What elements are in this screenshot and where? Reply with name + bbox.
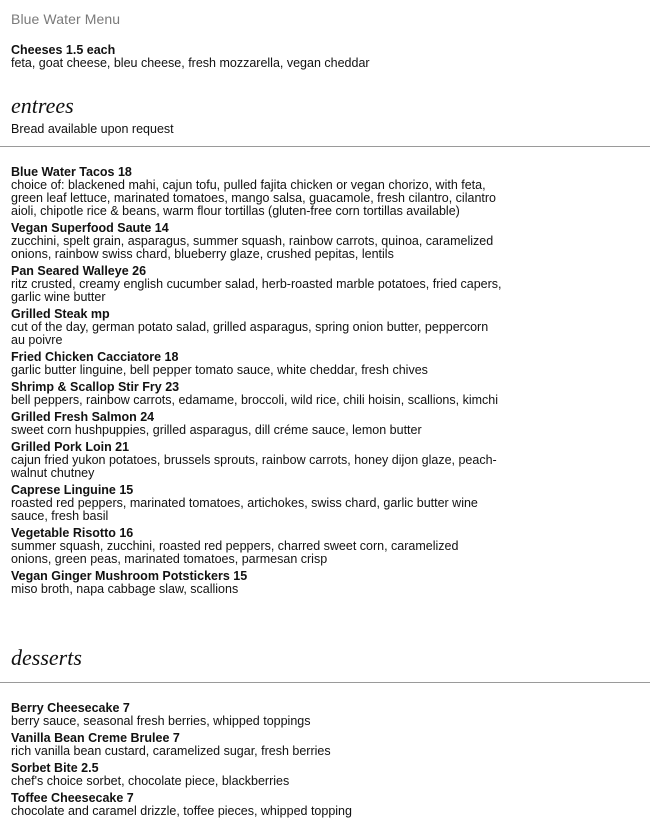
item-name: Cheeses 1.5 each — [11, 43, 116, 57]
item-description: feta, goat cheese, bleu cheese, fresh mozzarella, vegan cheddar — [11, 56, 370, 70]
menu-item — [11, 222, 502, 261]
item-name: Fried Chicken Cacciatore 18 — [11, 350, 179, 364]
entrees-heading: entrees — [11, 93, 74, 118]
cheeses-item — [11, 44, 610, 70]
item-name: Toffee Cheesecake 7 — [11, 791, 134, 805]
item-description: cajun fried yukon potatoes, brussels sprouts, rainbow carrots, honey dijon glaze, peach-walnut chutney — [11, 453, 497, 480]
item-description: garlic butter linguine, bell pepper tomato sauce, white cheddar, fresh chives — [11, 363, 428, 377]
menu-item — [11, 166, 502, 218]
item-description: roasted red peppers, marinated tomatoes, artichokes, swiss chard, garlic butter wine sauce, fresh basil — [11, 496, 478, 523]
item-name: Blue Water Tacos 18 — [11, 165, 132, 179]
menu-item — [11, 265, 502, 304]
item-name: Pan Seared Walleye 26 — [11, 264, 147, 278]
item-description: cut of the day, german potato salad, grilled asparagus, spring onion butter, peppercorn au poivre — [11, 320, 489, 347]
item-name: Sorbet Bite 2.5 — [11, 761, 99, 775]
menu-item — [11, 570, 502, 596]
desserts-heading: desserts — [11, 645, 82, 670]
item-description: summer squash, zucchini, roasted red peppers, charred sweet corn, caramelized onions, green peas, marinated tomatoes, parmesan crisp — [11, 539, 459, 566]
item-description: berry sauce, seasonal fresh berries, whipped toppings — [11, 714, 311, 728]
item-description: bell peppers, rainbow carrots, edamame, broccoli, wild rice, chili hoisin, scallions, kimchi — [11, 393, 498, 407]
item-description: miso broth, napa cabbage slaw, scallions — [11, 582, 239, 596]
item-name: Vegetable Risotto 16 — [11, 526, 134, 540]
desserts-divider — [0, 682, 650, 683]
item-name: Vanilla Bean Creme Brulee 7 — [11, 731, 180, 745]
item-name: Grilled Fresh Salmon 24 — [11, 410, 155, 424]
item-description: zucchini, spelt grain, asparagus, summer squash, rainbow carrots, quinoa, caramelized onions, rainbow swiss chard, blueberry glaze, crushed pepitas, lentils — [11, 234, 494, 261]
page-title: Blue Water Menu — [11, 11, 121, 27]
item-description: sweet corn hushpuppies, grilled asparagus, dill créme sauce, lemon butter — [11, 423, 422, 437]
menu-item — [11, 381, 502, 407]
item-name: Vegan Superfood Saute 14 — [11, 221, 169, 235]
item-name: Caprese Linguine 15 — [11, 483, 134, 497]
item-description: ritz crusted, creamy english cucumber salad, herb-roasted marble potatoes, fried capers, garlic wine butter — [11, 277, 502, 304]
menu-item — [11, 732, 610, 758]
menu-item — [11, 441, 502, 480]
item-name: Berry Cheesecake 7 — [11, 701, 130, 715]
menu-item — [11, 762, 610, 788]
item-name: Grilled Pork Loin 21 — [11, 440, 130, 454]
menu-item — [11, 527, 502, 566]
menu-item — [11, 411, 502, 437]
entrees-note: Bread available upon request — [11, 122, 174, 136]
item-description: chef's choice sorbet, chocolate piece, blackberries — [11, 774, 290, 788]
desserts-list — [11, 702, 610, 822]
item-name: Shrimp & Scallop Stir Fry 23 — [11, 380, 180, 394]
menu-item — [11, 351, 502, 377]
item-description: chocolate and caramel drizzle, toffee pieces, whipped topping — [11, 804, 352, 818]
menu-item — [11, 702, 610, 728]
item-name: Vegan Ginger Mushroom Potstickers 15 — [11, 569, 248, 583]
entrees-divider — [0, 146, 650, 147]
item-description: choice of: blackened mahi, cajun tofu, pulled fajita chicken or vegan chorizo, with feta, green leaf lettuce, marinated tomatoes, mango salsa, guacamole, fresh cilantro, cilantro aioli, chipotle rice & beans, warm flour tortillas (gluten-free corn tortillas available) — [11, 178, 496, 218]
item-description: rich vanilla bean custard, caramelized sugar, fresh berries — [11, 744, 331, 758]
item-name: Grilled Steak mp — [11, 307, 110, 321]
menu-item — [11, 792, 610, 818]
menu-item — [11, 308, 502, 347]
entrees-list — [11, 166, 502, 600]
menu-item — [11, 484, 502, 523]
